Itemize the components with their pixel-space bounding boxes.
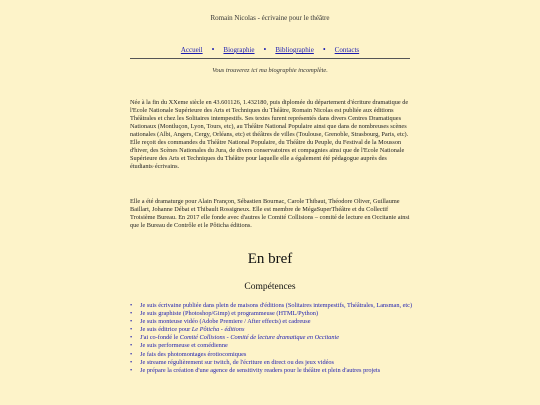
list-item-emphasis: Le Pôticha - éditions: [191, 326, 245, 334]
nav-separator: •: [211, 45, 215, 54]
list-item-text: Je suis monteuse vidéo (Adobe Premiere / After effects) et cadreuse: [140, 318, 311, 326]
nav-link-biographie[interactable]: Biographie: [223, 46, 255, 54]
list-item: [130, 310, 420, 318]
bio-paragraph-1: Née à la fin du XXeme siècle en 43.601126, 1.432180, puis diplomée du département d'écriture dramatique de l'Ecole Nationale Supérieure des Arts et Techniques du Théâtre, Romain Nicolas est publiée aux éditions Théâtrales et chez les Solitaires intempestifs. Ses textes furent représentés dans divers Centres Dramatiques Nationaux (Montluçon, Lyon, Tours, etc), au Théâtre National Populaire ainsi que dans de nombreuses scènes nationales (Albi, Angers, Cergy, Orléans, etc) et théâtres de villes (Toulouse, Grenoble, Strasbourg, Paris, etc). Elle reçoit des commandes du Théâtre National Populaire, du Théâtre du Peuple, du Festival de la Mousson d'hiver, des Scènes Nationales du Jura, de divers conservatoires et compagnies ainsi que de l'Ecole Nationale Supérieure des Arts et Techniques du Théâtre pour laquelle elle a également été pédagogue auprès des étudiants·écrivains.: [130, 99, 409, 171]
list-item: [130, 367, 420, 375]
list-item-text: Je suis éditrice pour: [140, 326, 192, 334]
nav-link-contacts[interactable]: Contacts: [334, 46, 360, 54]
list-item-text: Je streame régulièrement sur twitch, de l'écriture en direct ou des jeux vidéos: [140, 358, 334, 366]
bullet-icon: •: [130, 326, 133, 334]
list-item: [130, 334, 420, 342]
nav-divider: [130, 58, 410, 59]
list-item: [130, 342, 420, 350]
site-title: Romain Nicolas - écrivaine pour le théâtre: [210, 14, 330, 22]
bullet-icon: •: [130, 310, 133, 318]
nav-link-accueil[interactable]: Accueil: [180, 46, 203, 54]
section-heading: En bref: [247, 251, 293, 267]
page-tagline: Vous trouverez ici ma biographie incomplète.: [212, 67, 328, 74]
bullet-icon: •: [130, 334, 133, 342]
nav-link-bibliographie[interactable]: Bibliographie: [275, 46, 314, 54]
list-item-text: Je fais des photomontages érotiocomiques: [140, 350, 247, 358]
bullet-icon: •: [130, 350, 133, 358]
skills-list: [130, 302, 420, 375]
list-item-text: Je prépare la création d'une agence de sensitivity readers pour le théâtre et plein d'autres projets: [140, 366, 381, 374]
nav-separator: •: [322, 45, 326, 54]
nav-separator: •: [263, 45, 267, 54]
bullet-icon: •: [130, 342, 133, 350]
section-subheading: Compétences: [244, 282, 296, 292]
bullet-icon: •: [130, 318, 133, 326]
list-item: [130, 302, 420, 310]
bio-paragraph-2: Elle a été dramaturge pour Alain Françon, Sébastien Bournac, Carole Thibaut, Théodore Oliver, Guillaume Baillart, Johanne Débat et Thibault Rossigneux. Elle est membre de MégaSuperThéâtre et du Collectif Troisième Bureau. En 2017 elle fonde avec d'autres le Comité Collisions – comité de lecture en Occitanie ainsi que le Bureau de Contrôle et le Pôticha éditions.: [130, 198, 410, 230]
list-item: [130, 351, 420, 359]
list-item: [130, 359, 420, 367]
list-item-text: Je suis performeuse et comédienne: [140, 342, 228, 350]
list-item-text: Je suis graphiste (Photoshop/Gimp) et programmeuse (HTML/Python): [140, 310, 319, 318]
bullet-icon: •: [130, 302, 133, 309]
list-item: [130, 326, 420, 334]
list-item-emphasis: Comité Collisions - Comité de lecture dramatique en Occitanie: [179, 334, 340, 342]
main-nav: [0, 45, 540, 54]
list-item-text: Je suis écrivaine publiée dans plein de maisons d'éditions (Solitaires intempestifs, Théâtrales, Lansman, etc): [140, 302, 413, 309]
list-item: [130, 318, 420, 326]
bullet-icon: •: [130, 366, 133, 374]
list-item-text: J'ai co-fondé le: [140, 334, 180, 342]
bullet-icon: •: [130, 358, 133, 366]
